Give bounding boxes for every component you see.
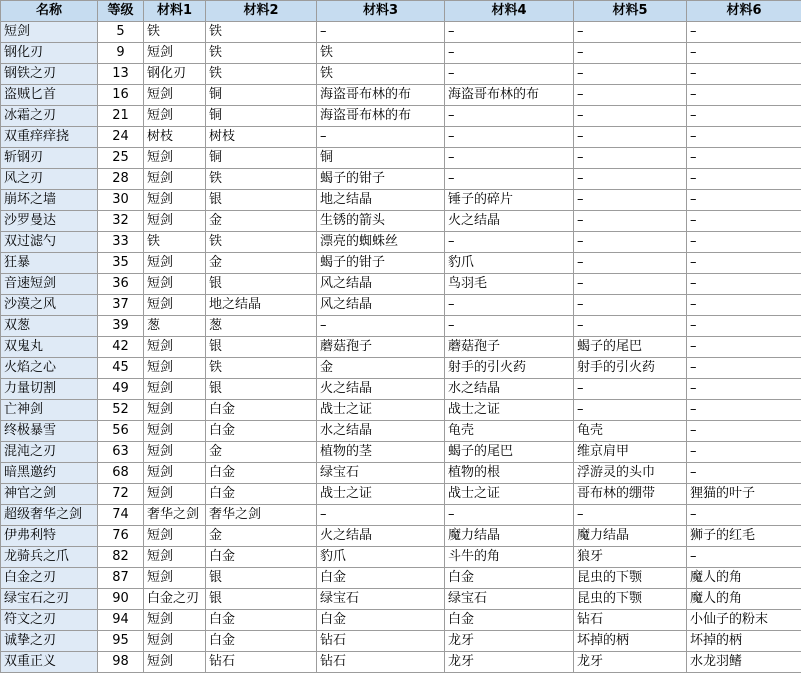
cell-material-3: 铁 [317, 43, 445, 64]
cell-material-4: 龙牙 [445, 631, 574, 652]
cell-name: 超级奢华之剑 [1, 505, 98, 526]
cell-level: 42 [98, 337, 144, 358]
cell-material-6: – [687, 127, 801, 148]
cell-material-4: 射手的引火药 [445, 358, 574, 379]
cell-material-4: – [445, 316, 574, 337]
cell-material-3: 水之结晶 [317, 421, 445, 442]
cell-material-5: 昆虫的下颚 [574, 589, 687, 610]
cell-level: 32 [98, 211, 144, 232]
cell-material-3: 蝎子的钳子 [317, 169, 445, 190]
cell-material-6: 狮子的红毛 [687, 526, 801, 547]
cell-material-2: 白金 [206, 631, 317, 652]
cell-material-1: 短剑 [144, 400, 206, 421]
cell-material-5: – [574, 169, 687, 190]
cell-name: 沙漠之风 [1, 295, 98, 316]
cell-material-6: – [687, 211, 801, 232]
cell-material-2: 白金 [206, 421, 317, 442]
cell-material-2: 银 [206, 568, 317, 589]
cell-name: 神官之剑 [1, 484, 98, 505]
cell-material-3: – [317, 22, 445, 43]
cell-material-6: – [687, 274, 801, 295]
cell-level: 63 [98, 442, 144, 463]
cell-material-5: – [574, 85, 687, 106]
cell-material-4: – [445, 64, 574, 85]
cell-material-6: – [687, 43, 801, 64]
table-row [1, 64, 801, 85]
table-row [1, 484, 801, 505]
table-row [1, 442, 801, 463]
header-material-4: 材料4 [445, 1, 574, 22]
cell-material-6: – [687, 22, 801, 43]
cell-material-2: 铁 [206, 358, 317, 379]
cell-material-4: – [445, 148, 574, 169]
cell-material-6: – [687, 106, 801, 127]
cell-level: 98 [98, 652, 144, 673]
cell-material-5: 龙牙 [574, 652, 687, 673]
cell-material-4: – [445, 295, 574, 316]
cell-material-2: 银 [206, 379, 317, 400]
cell-material-1: 短剑 [144, 274, 206, 295]
cell-name: 音速短剑 [1, 274, 98, 295]
cell-material-5: 龟壳 [574, 421, 687, 442]
cell-material-4: 龟壳 [445, 421, 574, 442]
cell-material-5: – [574, 253, 687, 274]
cell-level: 82 [98, 547, 144, 568]
cell-material-3: 蘑菇孢子 [317, 337, 445, 358]
cell-material-3: 风之结晶 [317, 295, 445, 316]
cell-material-3: 地之结晶 [317, 190, 445, 211]
cell-material-6: – [687, 190, 801, 211]
cell-material-5: – [574, 400, 687, 421]
cell-material-1: 短剑 [144, 610, 206, 631]
cell-material-3: 战士之证 [317, 400, 445, 421]
table-row [1, 253, 801, 274]
cell-material-2: 地之结晶 [206, 295, 317, 316]
header-name: 名称 [1, 1, 98, 22]
cell-material-6: – [687, 316, 801, 337]
cell-material-1: 短剑 [144, 211, 206, 232]
table-row [1, 421, 801, 442]
cell-level: 28 [98, 169, 144, 190]
cell-name: 短剑 [1, 22, 98, 43]
cell-level: 16 [98, 85, 144, 106]
cell-material-5: 魔力结晶 [574, 526, 687, 547]
cell-level: 24 [98, 127, 144, 148]
cell-material-1: 短剑 [144, 547, 206, 568]
cell-name: 亡神剑 [1, 400, 98, 421]
cell-material-3: 白金 [317, 568, 445, 589]
cell-material-2: 金 [206, 526, 317, 547]
cell-name: 伊弗利特 [1, 526, 98, 547]
cell-material-1: 短剑 [144, 295, 206, 316]
cell-level: 21 [98, 106, 144, 127]
table-row [1, 547, 801, 568]
table-row [1, 337, 801, 358]
cell-material-4: 白金 [445, 610, 574, 631]
cell-material-4: – [445, 106, 574, 127]
cell-material-5: – [574, 22, 687, 43]
cell-material-2: 银 [206, 190, 317, 211]
cell-level: 90 [98, 589, 144, 610]
cell-material-1: 短剑 [144, 358, 206, 379]
cell-material-6: – [687, 337, 801, 358]
cell-material-3: 钻石 [317, 631, 445, 652]
cell-material-6: 狸猫的叶子 [687, 484, 801, 505]
cell-level: 35 [98, 253, 144, 274]
cell-material-4: 斗牛的角 [445, 547, 574, 568]
cell-level: 39 [98, 316, 144, 337]
cell-name: 狂暴 [1, 253, 98, 274]
cell-material-1: 短剑 [144, 463, 206, 484]
table-row [1, 106, 801, 127]
cell-material-2: 铁 [206, 43, 317, 64]
cell-material-3: 钻石 [317, 652, 445, 673]
table-row [1, 631, 801, 652]
cell-material-1: 短剑 [144, 568, 206, 589]
cell-material-3: 海盗哥布林的布 [317, 85, 445, 106]
table-row [1, 610, 801, 631]
cell-material-3: 火之结晶 [317, 526, 445, 547]
cell-material-5: – [574, 148, 687, 169]
cell-material-4: 蝎子的尾巴 [445, 442, 574, 463]
cell-name: 双葱 [1, 316, 98, 337]
cell-material-2: 金 [206, 253, 317, 274]
cell-material-5: – [574, 106, 687, 127]
cell-material-6: – [687, 253, 801, 274]
table-row [1, 358, 801, 379]
cell-material-2: 银 [206, 337, 317, 358]
cell-material-3: 铜 [317, 148, 445, 169]
cell-material-1: 短剑 [144, 379, 206, 400]
cell-material-1: 白金之刃 [144, 589, 206, 610]
cell-name: 白金之刃 [1, 568, 98, 589]
cell-material-6: 小仙子的粉末 [687, 610, 801, 631]
cell-material-1: 葱 [144, 316, 206, 337]
cell-material-3: – [317, 127, 445, 148]
cell-material-4: 绿宝石 [445, 589, 574, 610]
cell-material-3: 生锈的箭头 [317, 211, 445, 232]
cell-level: 87 [98, 568, 144, 589]
cell-name: 盗贼匕首 [1, 85, 98, 106]
cell-material-5: 哥布林的绷带 [574, 484, 687, 505]
table-row [1, 274, 801, 295]
cell-material-1: 树枝 [144, 127, 206, 148]
cell-material-1: 短剑 [144, 631, 206, 652]
cell-material-4: – [445, 22, 574, 43]
cell-material-5: – [574, 274, 687, 295]
table-row [1, 463, 801, 484]
cell-material-6: – [687, 85, 801, 106]
cell-name: 双过滤勺 [1, 232, 98, 253]
cell-material-1: 短剑 [144, 148, 206, 169]
cell-material-1: 短剑 [144, 43, 206, 64]
cell-material-5: – [574, 43, 687, 64]
table-row [1, 169, 801, 190]
cell-name: 冰霜之刃 [1, 106, 98, 127]
header-material-2: 材料2 [206, 1, 317, 22]
cell-name: 火焰之心 [1, 358, 98, 379]
cell-level: 76 [98, 526, 144, 547]
cell-material-1: 短剑 [144, 85, 206, 106]
cell-level: 49 [98, 379, 144, 400]
cell-material-1: 短剑 [144, 169, 206, 190]
table-row [1, 505, 801, 526]
cell-name: 诚挚之刃 [1, 631, 98, 652]
cell-material-1: 铁 [144, 22, 206, 43]
cell-level: 37 [98, 295, 144, 316]
cell-level: 33 [98, 232, 144, 253]
cell-name: 终极暴雪 [1, 421, 98, 442]
cell-material-2: 奢华之剑 [206, 505, 317, 526]
cell-material-3: 风之结晶 [317, 274, 445, 295]
cell-name: 风之刃 [1, 169, 98, 190]
table-body [1, 22, 801, 673]
cell-material-5: – [574, 211, 687, 232]
cell-level: 5 [98, 22, 144, 43]
cell-name: 绿宝石之刃 [1, 589, 98, 610]
table-row [1, 295, 801, 316]
cell-level: 68 [98, 463, 144, 484]
cell-material-4: 蘑菇孢子 [445, 337, 574, 358]
cell-material-5: – [574, 505, 687, 526]
cell-material-5: 蝎子的尾巴 [574, 337, 687, 358]
cell-material-6: – [687, 547, 801, 568]
cell-level: 13 [98, 64, 144, 85]
cell-name: 混沌之刃 [1, 442, 98, 463]
cell-material-2: 金 [206, 442, 317, 463]
cell-material-5: 维京肩甲 [574, 442, 687, 463]
cell-material-5: 狼牙 [574, 547, 687, 568]
cell-material-4: 战士之证 [445, 484, 574, 505]
cell-material-2: 金 [206, 211, 317, 232]
cell-material-5: – [574, 379, 687, 400]
cell-material-4: 水之结晶 [445, 379, 574, 400]
table-row [1, 316, 801, 337]
header-row [1, 1, 801, 22]
cell-material-2: 白金 [206, 463, 317, 484]
cell-level: 74 [98, 505, 144, 526]
cell-material-5: – [574, 127, 687, 148]
cell-material-6: – [687, 379, 801, 400]
cell-material-2: 铁 [206, 64, 317, 85]
cell-material-4: – [445, 43, 574, 64]
cell-level: 72 [98, 484, 144, 505]
cell-material-2: 树枝 [206, 127, 317, 148]
cell-material-2: 白金 [206, 547, 317, 568]
cell-material-4: – [445, 232, 574, 253]
cell-material-2: 铁 [206, 22, 317, 43]
cell-material-2: 银 [206, 589, 317, 610]
cell-material-3: 绿宝石 [317, 463, 445, 484]
cell-material-5: 浮游灵的头巾 [574, 463, 687, 484]
cell-material-1: 钢化刃 [144, 64, 206, 85]
cell-material-6: 坏掉的柄 [687, 631, 801, 652]
cell-material-4: 鸟羽毛 [445, 274, 574, 295]
cell-material-1: 短剑 [144, 652, 206, 673]
cell-name: 符文之刃 [1, 610, 98, 631]
cell-material-3: 豹爪 [317, 547, 445, 568]
cell-material-6: – [687, 148, 801, 169]
header-level: 等级 [98, 1, 144, 22]
cell-material-6: – [687, 421, 801, 442]
cell-material-5: – [574, 190, 687, 211]
cell-material-5: – [574, 316, 687, 337]
table-row [1, 232, 801, 253]
cell-material-2: 葱 [206, 316, 317, 337]
cell-material-1: 短剑 [144, 337, 206, 358]
cell-material-2: 白金 [206, 610, 317, 631]
cell-material-1: 短剑 [144, 106, 206, 127]
cell-material-3: 铁 [317, 64, 445, 85]
cell-material-6: 魔人的角 [687, 589, 801, 610]
cell-material-3: 金 [317, 358, 445, 379]
cell-material-2: 白金 [206, 400, 317, 421]
header-material-6: 材料6 [687, 1, 801, 22]
cell-level: 36 [98, 274, 144, 295]
cell-material-4: 白金 [445, 568, 574, 589]
cell-material-4: – [445, 505, 574, 526]
cell-material-1: 短剑 [144, 484, 206, 505]
cell-material-4: 锤子的碎片 [445, 190, 574, 211]
cell-material-2: 银 [206, 274, 317, 295]
cell-material-3: 植物的茎 [317, 442, 445, 463]
cell-material-5: 昆虫的下颚 [574, 568, 687, 589]
cell-material-5: 坏掉的柄 [574, 631, 687, 652]
table-row [1, 652, 801, 673]
table-row [1, 379, 801, 400]
cell-material-1: 短剑 [144, 253, 206, 274]
cell-material-6: – [687, 169, 801, 190]
cell-material-4: 豹爪 [445, 253, 574, 274]
cell-material-2: 铁 [206, 232, 317, 253]
table-row [1, 400, 801, 421]
table-row [1, 526, 801, 547]
cell-material-2: 铜 [206, 85, 317, 106]
cell-material-2: 白金 [206, 484, 317, 505]
table-row [1, 43, 801, 64]
cell-material-3: 战士之证 [317, 484, 445, 505]
cell-material-3: 火之结晶 [317, 379, 445, 400]
table-row [1, 568, 801, 589]
cell-material-3: 漂亮的蜘蛛丝 [317, 232, 445, 253]
cell-material-4: 龙牙 [445, 652, 574, 673]
cell-material-5: – [574, 232, 687, 253]
cell-material-1: 短剑 [144, 442, 206, 463]
table-row [1, 190, 801, 211]
cell-name: 崩坏之墙 [1, 190, 98, 211]
cell-material-2: 铜 [206, 106, 317, 127]
cell-material-4: – [445, 169, 574, 190]
cell-material-6: 魔人的角 [687, 568, 801, 589]
cell-material-6: – [687, 400, 801, 421]
cell-level: 94 [98, 610, 144, 631]
cell-level: 56 [98, 421, 144, 442]
cell-name: 双重正义 [1, 652, 98, 673]
table-row [1, 211, 801, 232]
cell-material-4: 火之结晶 [445, 211, 574, 232]
cell-name: 钢化刃 [1, 43, 98, 64]
cell-material-6: – [687, 358, 801, 379]
cell-material-5: – [574, 64, 687, 85]
cell-material-1: 短剑 [144, 526, 206, 547]
cell-material-3: 白金 [317, 610, 445, 631]
cell-name: 斩钢刃 [1, 148, 98, 169]
cell-name: 力量切割 [1, 379, 98, 400]
cell-material-4: 植物的根 [445, 463, 574, 484]
cell-material-2: 钻石 [206, 652, 317, 673]
cell-material-6: – [687, 463, 801, 484]
cell-name: 双鬼丸 [1, 337, 98, 358]
cell-material-4: – [445, 127, 574, 148]
cell-level: 95 [98, 631, 144, 652]
cell-material-2: 铜 [206, 148, 317, 169]
header-material-3: 材料3 [317, 1, 445, 22]
cell-material-3: – [317, 505, 445, 526]
cell-material-3: 海盗哥布林的布 [317, 106, 445, 127]
cell-level: 9 [98, 43, 144, 64]
cell-material-6: 水龙羽鳍 [687, 652, 801, 673]
cell-material-6: – [687, 64, 801, 85]
cell-level: 25 [98, 148, 144, 169]
cell-material-6: – [687, 232, 801, 253]
table-row [1, 589, 801, 610]
header-material-1: 材料1 [144, 1, 206, 22]
cell-material-3: 绿宝石 [317, 589, 445, 610]
cell-material-1: 铁 [144, 232, 206, 253]
cell-level: 30 [98, 190, 144, 211]
cell-name: 沙罗曼达 [1, 211, 98, 232]
cell-material-3: – [317, 316, 445, 337]
cell-material-5: 钻石 [574, 610, 687, 631]
cell-material-3: 蝎子的钳子 [317, 253, 445, 274]
cell-material-2: 铁 [206, 169, 317, 190]
cell-name: 钢铁之刃 [1, 64, 98, 85]
cell-material-1: 奢华之剑 [144, 505, 206, 526]
header-material-5: 材料5 [574, 1, 687, 22]
cell-level: 45 [98, 358, 144, 379]
cell-level: 52 [98, 400, 144, 421]
table-row [1, 85, 801, 106]
table-row [1, 22, 801, 43]
cell-material-4: 海盗哥布林的布 [445, 85, 574, 106]
cell-material-6: – [687, 295, 801, 316]
cell-material-1: 短剑 [144, 190, 206, 211]
cell-name: 双重痒痒挠 [1, 127, 98, 148]
table-row [1, 127, 801, 148]
cell-name: 龙骑兵之爪 [1, 547, 98, 568]
cell-material-6: – [687, 505, 801, 526]
cell-material-6: – [687, 442, 801, 463]
cell-material-1: 短剑 [144, 421, 206, 442]
cell-material-5: 射手的引火药 [574, 358, 687, 379]
cell-name: 暗黑邀约 [1, 463, 98, 484]
cell-material-5: – [574, 295, 687, 316]
cell-material-4: 战士之证 [445, 400, 574, 421]
cell-material-4: 魔力结晶 [445, 526, 574, 547]
table-row [1, 148, 801, 169]
